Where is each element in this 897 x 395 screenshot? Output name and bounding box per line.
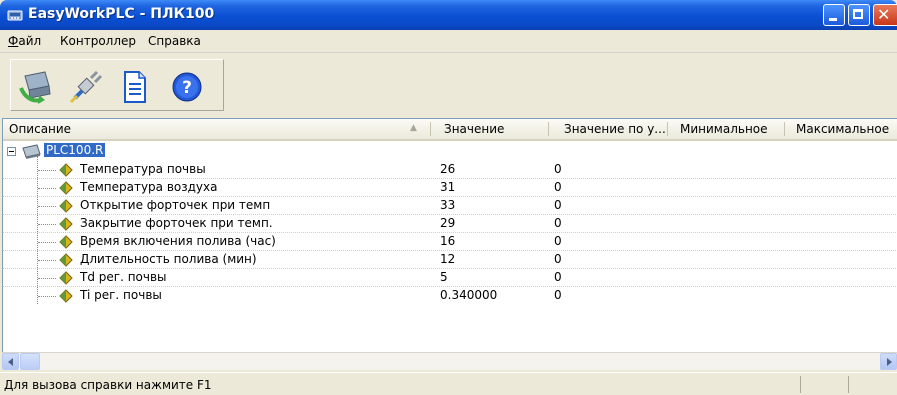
help-button[interactable] — [169, 68, 209, 106]
row-description: Температура воздуха — [80, 180, 218, 194]
horizontal-scrollbar[interactable] — [2, 352, 897, 370]
row-default-value: 0 — [554, 270, 562, 284]
row-description: Ti рег. почвы — [80, 288, 162, 302]
app-icon — [7, 7, 23, 23]
menu-help[interactable] — [148, 34, 201, 48]
arrow-right-icon — [887, 358, 892, 366]
tree-branch — [38, 278, 56, 279]
maximize-button[interactable] — [848, 4, 870, 26]
row-default-value: 0 — [554, 252, 562, 266]
list-header — [3, 119, 897, 141]
row-default-value: 0 — [554, 234, 562, 248]
column-divider[interactable] — [548, 122, 549, 136]
row-value: 5 — [440, 270, 448, 284]
status-panel — [800, 376, 846, 393]
collapse-icon[interactable] — [7, 147, 16, 156]
toolbar-group — [10, 59, 224, 111]
menu-file[interactable] — [8, 34, 41, 48]
table-row[interactable] — [3, 197, 897, 215]
parameter-icon — [58, 198, 74, 214]
document-button[interactable] — [115, 68, 155, 106]
table-row[interactable] — [3, 269, 897, 287]
status-panel — [848, 376, 894, 393]
row-value: 29 — [440, 216, 456, 230]
document-icon — [115, 68, 155, 106]
table-row[interactable] — [3, 287, 897, 305]
row-default-value: 0 — [554, 180, 562, 194]
table-row[interactable] — [3, 251, 897, 269]
menu-bar — [0, 30, 897, 53]
menu-file-mnemonic: Ф — [8, 34, 19, 48]
parameter-icon — [58, 270, 74, 286]
connect-icon — [17, 68, 57, 106]
tree-branch — [38, 224, 56, 225]
tree-branch — [38, 170, 56, 171]
parameter-list[interactable] — [2, 118, 897, 353]
tree-root-label: PLC100.R — [46, 143, 104, 157]
column-header-value[interactable]: Значение — [444, 122, 505, 136]
menu-controller-label: Контроллер — [60, 34, 136, 48]
tree-branch — [38, 242, 56, 243]
row-description: Открытие форточек при темп — [80, 198, 271, 212]
column-divider[interactable] — [784, 122, 785, 136]
controller-icon — [20, 143, 42, 160]
status-text: Для вызова справки нажмите F1 — [4, 378, 212, 392]
row-value: 26 — [440, 162, 456, 176]
table-row[interactable] — [3, 215, 897, 233]
scroll-left-button[interactable] — [2, 353, 19, 370]
close-button[interactable] — [873, 4, 897, 26]
row-description: Закрытие форточек при темп. — [80, 216, 273, 230]
tree-branch — [38, 260, 56, 261]
row-value: 16 — [440, 234, 456, 248]
menu-help-label: Справка — [148, 34, 201, 48]
parameter-icon — [58, 252, 74, 268]
minimize-icon — [829, 18, 837, 21]
tree-branch — [38, 188, 56, 189]
menu-file-label: айл — [18, 34, 42, 48]
row-description: Длительность полива (мин) — [80, 252, 257, 266]
scroll-right-button[interactable] — [880, 353, 897, 370]
row-value: 0.340000 — [440, 288, 498, 302]
sort-ascending-icon: ▲ — [410, 123, 417, 133]
arrow-left-icon — [8, 358, 13, 366]
tree-branch — [38, 206, 56, 207]
menu-controller[interactable] — [60, 34, 136, 48]
close-icon: ✕ — [877, 5, 891, 24]
column-divider[interactable] — [667, 122, 668, 136]
column-header-default[interactable]: Значение по у... — [564, 122, 666, 136]
parameter-icon — [58, 180, 74, 196]
row-description: Время включения полива (час) — [80, 234, 276, 248]
row-value: 33 — [440, 198, 456, 212]
connect-button[interactable] — [17, 68, 57, 106]
maximize-icon — [853, 9, 863, 19]
parameter-icon — [58, 234, 74, 250]
row-value: 12 — [440, 252, 456, 266]
parameter-icon — [58, 288, 74, 304]
row-default-value: 0 — [554, 288, 562, 302]
svg-text:?: ? — [182, 78, 192, 98]
minimize-button[interactable] — [823, 4, 845, 26]
window-title: EasyWorkPLC - ПЛК100 — [28, 6, 215, 22]
column-header-min[interactable]: Минимальное — [680, 122, 768, 136]
row-value: 31 — [440, 180, 456, 194]
column-header-max[interactable]: Максимальное — [796, 122, 890, 136]
tree-branch — [38, 296, 56, 297]
table-row[interactable] — [3, 161, 897, 179]
row-default-value: 0 — [554, 216, 562, 230]
status-bar — [0, 372, 897, 395]
plug-button[interactable] — [67, 68, 107, 106]
toolbar — [0, 53, 897, 117]
plug-icon — [67, 68, 107, 106]
scrollbar-thumb[interactable] — [20, 353, 40, 370]
parameter-icon — [58, 216, 74, 232]
table-row[interactable] — [3, 179, 897, 197]
parameter-icon — [58, 162, 74, 178]
column-divider[interactable] — [430, 122, 431, 136]
row-description: Температура почвы — [80, 162, 206, 176]
tree-root-row[interactable] — [3, 143, 897, 161]
title-bar[interactable] — [0, 0, 897, 30]
help-icon — [169, 68, 209, 106]
column-header-description[interactable]: Описание — [9, 122, 72, 136]
table-row[interactable] — [3, 233, 897, 251]
row-description: Td рег. почвы — [80, 270, 167, 284]
row-default-value: 0 — [554, 162, 562, 176]
row-default-value: 0 — [554, 198, 562, 212]
